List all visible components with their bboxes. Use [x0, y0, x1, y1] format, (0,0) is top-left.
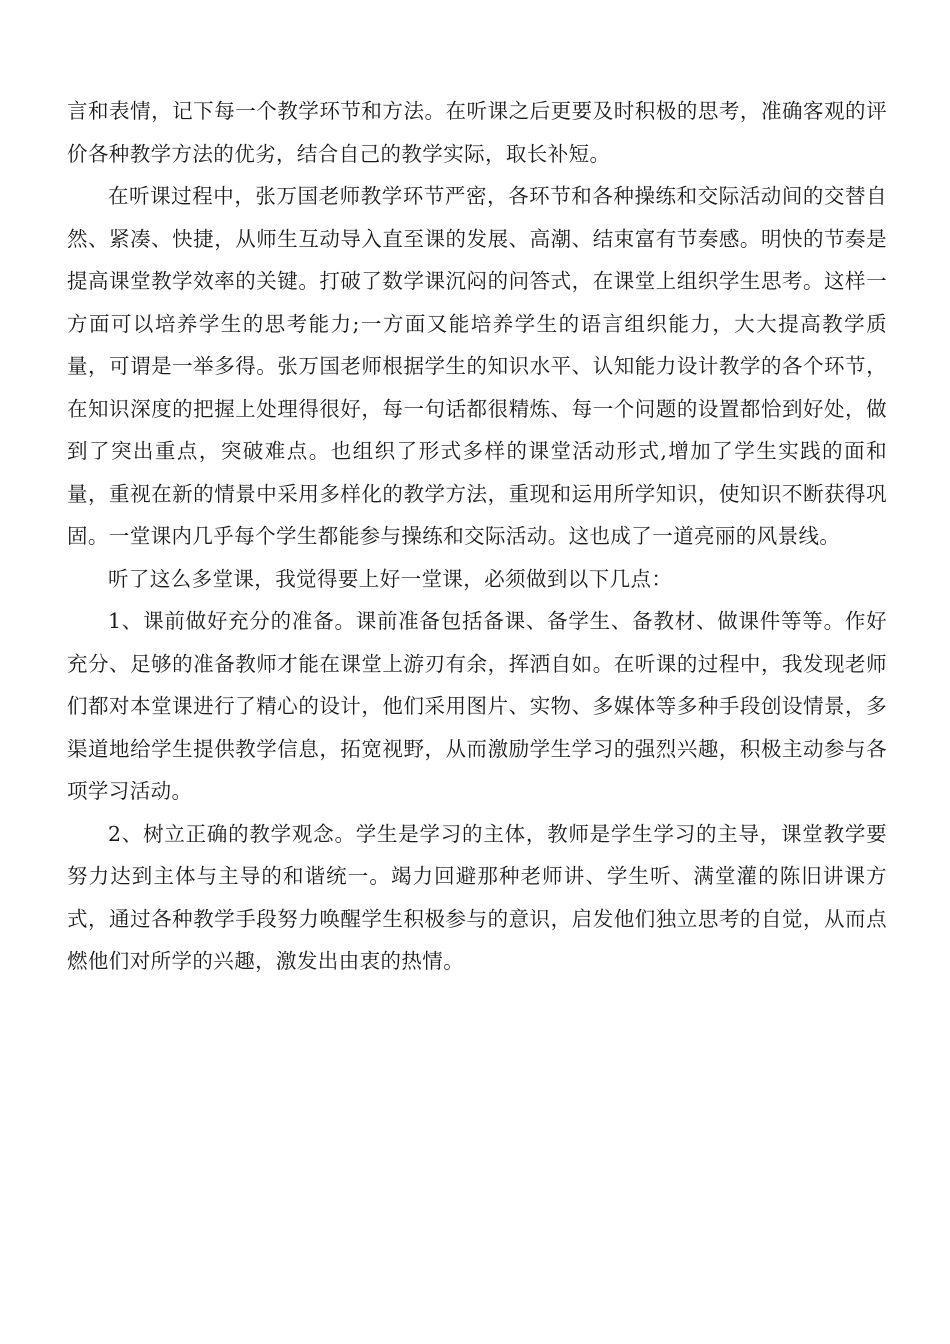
document-body: [67, 90, 887, 983]
paragraph-point-1: 1、课前做好充分的准备。课前准备包括备课、备学生、备教材、做课件等等。作好充分、足够的准备教师才能在课堂上游刃有余，挥洒自如。在听课的过程中，我发现老师们都对本堂课进行了精心的设计，他们采用图片、实物、多媒体等多种手段创设情景，多渠道地给学生提供教学信息，拓宽视野，从而激励学生学习的强烈兴趣，积极主动参与各项学习活动。: [67, 609, 887, 803]
paragraph-continuation: 言和表情，记下每一个教学环节和方法。在听课之后更要及时积极的思考，准确客观的评价各种教学方法的优劣，结合自己的教学实际，取长补短。: [67, 99, 887, 166]
paragraph-observation: 在听课过程中，张万国老师教学环节严密，各环节和各种操练和交际活动间的交替自然、紧凑、快捷，从师生互动导入直至课的发展、高潮、结束富有节奏感。明快的节奏是提高课堂教学效率的关键。打破了数学课沉闷的问答式，在课堂上组织学生思考。这样一方面可以培养学生的思考能力;一方面又能培养学生的语言组织能力，大大提高教学质量，可谓是一举多得。张万国老师根据学生的知识水平、认知能力设计教学的各个环节，在知识深度的把握上处理得很好，每一句话都很精炼、每一个问题的设置都恰到好处，做到了突出重点，突破难点。也组织了形式多样的课堂活动形式,增加了学生实践的面和量，重视在新的情景中采用多样化的教学方法，重现和运用所学知识，使知识不断获得巩固。一堂课内几乎每个学生都能参与操练和交际活动。这也成了一道亮丽的风景线。: [67, 184, 887, 548]
paragraph-point-2: 2、树立正确的教学观念。学生是学习的主体，教师是学生学习的主导，课堂教学要努力达到主体与主导的和谐统一。竭力回避那种老师讲、学生听、满堂灌的陈旧讲课方式，通过各种教学手段努力唤醒学生积极参与的意识，启发他们独立思考的自觉，从而点燃他们对所学的兴趣，激发出由衷的热情。: [67, 821, 887, 973]
paragraph-summary-intro: 听了这么多堂课，我觉得要上好一堂课，必须做到以下几点：: [108, 566, 673, 591]
